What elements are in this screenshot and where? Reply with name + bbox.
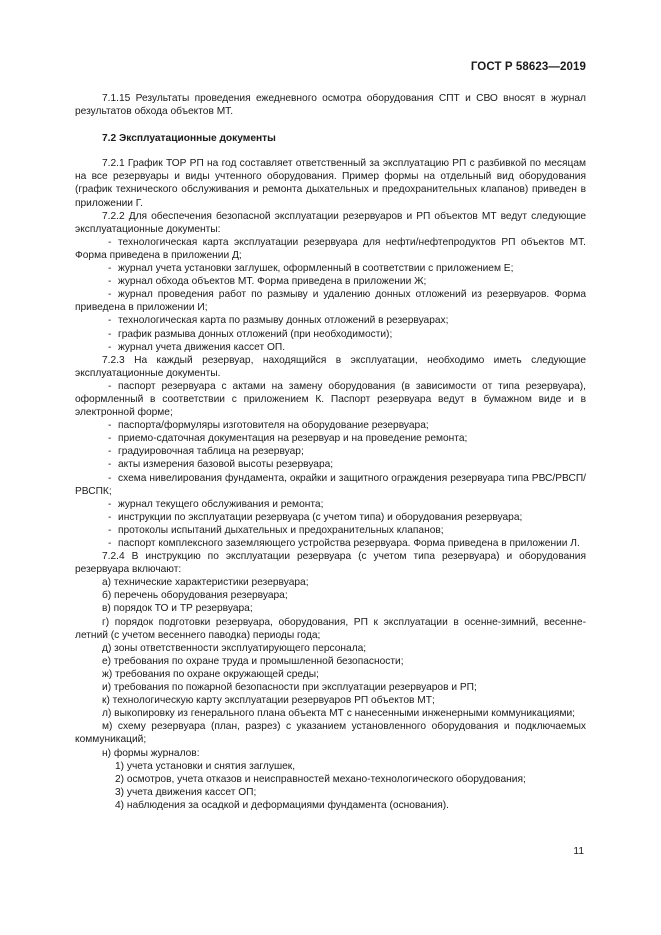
list-dash-marker: - <box>108 315 112 327</box>
list-item: е) требования по охране труда и промышленной безопасности; <box>102 655 404 667</box>
list-item <box>75 275 586 288</box>
list-item <box>75 236 586 262</box>
list-item-text: градуировочная таблица на резервуар; <box>118 446 304 458</box>
list-item: ж) требования по охране окружающей среды; <box>102 668 319 680</box>
list-item: н) формы журналов: <box>102 747 200 759</box>
paragraph-7-2-1: 7.2.1 График ТОР РП на год составляет ответственный за эксплуатацию РП с разбивкой по месяцам на все резервуары и виды учтенного оборудования. Пример формы на отдельный вид оборудования (график технического обслуживания и ремонта дыхательных и предохранительных клапанов) приведен в приложении Г. <box>75 158 586 209</box>
list-item: 2) осмотров, учета отказов и неисправностей механо-технологического оборудования; <box>115 773 526 785</box>
list-item: а) технические характеристики резервуара; <box>102 577 309 589</box>
list-dash-marker: - <box>108 524 112 536</box>
list-item-text: паспорт комплексного заземляющего устройства резервуара. Форма приведена в приложении Л. <box>118 538 580 549</box>
list-dash-marker: - <box>108 433 112 445</box>
paragraph-7-2-4: 7.2.4 В инструкцию по эксплуатации резервуара (с учетом типа резервуара) и оборудования резервуара включают: <box>75 551 586 576</box>
list-item <box>75 537 586 550</box>
list-item: д) зоны ответственности эксплуатирующего персонала; <box>102 642 367 654</box>
list-item <box>75 380 586 419</box>
list-7-2-3 <box>75 380 586 550</box>
list-item-text: журнал текущего обслуживания и ремонта; <box>118 498 324 510</box>
list-item <box>75 472 586 498</box>
list-dash-marker: - <box>108 446 112 458</box>
list-item <box>75 511 586 524</box>
list-item <box>75 314 586 327</box>
list-item: г) порядок подготовки резервуара, оборудования, РП к эксплуатации в осенне-зимний, весенне-летний (с учетом весеннего паводка) периоды года; <box>75 616 586 641</box>
paragraph-7-1-15: 7.1.15 Результаты проведения ежедневного осмотра оборудования СПТ и СВО вносят в журнал результатов обхода объектов МТ. <box>75 93 586 118</box>
list-item-text: приемо-сдаточная документация на резервуар и на проведение ремонта; <box>118 433 468 445</box>
list-dash-marker: - <box>108 328 112 340</box>
list-dash-marker: - <box>108 341 112 353</box>
list-item <box>75 524 586 537</box>
list-item-text: паспорт резервуара с актами на замену оборудования (в зависимости от типа резервуара), оформленный в соответствии с приложением К. Паспорт резервуара ведут в бумажном виде и в электронной форме; <box>75 380 586 419</box>
list-item-text: схема нивелирования фундамента, окрайки и защитного ограждения резервуара типа РВС/РВСП/РВСПК; <box>75 472 586 497</box>
list-dash-marker: - <box>108 276 112 288</box>
list-item-text: журнал учета установки заглушек, оформленный в соответствии с приложением Е; <box>118 263 514 275</box>
list-item: м) схему резервуара (план, разрез) с указанием установленного оборудования и подключаемых коммуникаций; <box>75 721 586 746</box>
list-item-text: журнал обхода объектов МТ. Форма приведена в приложении Ж; <box>118 276 427 288</box>
list-item: в) порядок ТО и ТР резервуара; <box>102 603 253 615</box>
list-7-2-4 <box>75 576 586 759</box>
list-journal-forms <box>75 760 586 812</box>
list-item <box>75 445 586 458</box>
list-item: л) выкопировку из генерального плана объекта МТ с нанесенными инженерными коммуникациями; <box>102 708 575 720</box>
list-dash-marker: - <box>108 420 112 432</box>
list-item: и) требования по пожарной безопасности при эксплуатации резервуаров и РП; <box>102 682 477 694</box>
list-item <box>75 419 586 432</box>
paragraph-7-2-3: 7.2.3 На каждый резервуар, находящийся в эксплуатации, необходимо иметь следующие эксплуатационные документы. <box>75 354 586 379</box>
list-item: б) перечень оборудования резервуара; <box>102 590 288 602</box>
list-item <box>75 498 586 511</box>
list-7-2-2 <box>75 236 586 354</box>
list-item <box>75 341 586 354</box>
list-item: к) технологическую карту эксплуатации резервуаров РП объектов МТ; <box>102 695 435 707</box>
list-dash-marker: - <box>108 472 112 484</box>
list-item-text: журнал проведения работ по размыву и удалению донных отложений из резервуаров. Форма приведена в приложении И; <box>75 289 586 314</box>
list-item-text: журнал учета движения кассет ОП. <box>118 341 286 353</box>
list-dash-marker: - <box>108 236 112 248</box>
paragraph-7-2-2: 7.2.2 Для обеспечения безопасной эксплуатации резервуаров и РП объектов МТ ведут следующие эксплуатационные документы: <box>75 210 586 235</box>
section-heading-7-2: 7.2 Эксплуатационные документы <box>102 133 276 145</box>
list-dash-marker: - <box>108 263 112 275</box>
list-item: 1) учета установки и снятия заглушек, <box>115 760 296 772</box>
list-item <box>75 432 586 445</box>
list-dash-marker: - <box>108 459 112 471</box>
list-item <box>75 328 586 341</box>
list-dash-marker: - <box>108 511 112 523</box>
list-item-text: технологическая карта эксплуатации резервуара для нефти/нефтепродуктов РП объектов МТ. Форма приведена в приложении Д; <box>75 236 586 261</box>
page-number: 11 <box>573 846 584 857</box>
list-item <box>75 288 586 314</box>
list-item-text: паспорта/формуляры изготовителя на оборудование резервуара; <box>118 420 429 432</box>
list-dash-marker: - <box>108 538 112 549</box>
list-dash-marker: - <box>108 498 112 510</box>
list-item-text: технологическая карта по размыву донных отложений в резервуарах; <box>118 315 449 327</box>
list-item-text: график размыва донных отложений (при необходимости); <box>118 328 393 340</box>
list-item: 3) учета движения кассет ОП; <box>115 786 257 798</box>
list-item <box>75 262 586 275</box>
list-item-text: инструкции по эксплуатации резервуара (с учетом типа) и оборудования резервуара; <box>118 511 523 523</box>
list-item <box>75 458 586 471</box>
list-item-text: акты измерения базовой высоты резервуара; <box>118 459 334 471</box>
list-dash-marker: - <box>108 380 112 392</box>
standard-header: ГОСТ Р 58623—2019 <box>470 61 586 73</box>
list-item: 4) наблюдения за осадкой и деформациями фундамента (основания). <box>115 799 449 811</box>
page-content <box>75 92 586 812</box>
list-dash-marker: - <box>108 289 112 301</box>
list-item-text: протоколы испытаний дыхательных и предохранительных клапанов; <box>118 524 444 536</box>
